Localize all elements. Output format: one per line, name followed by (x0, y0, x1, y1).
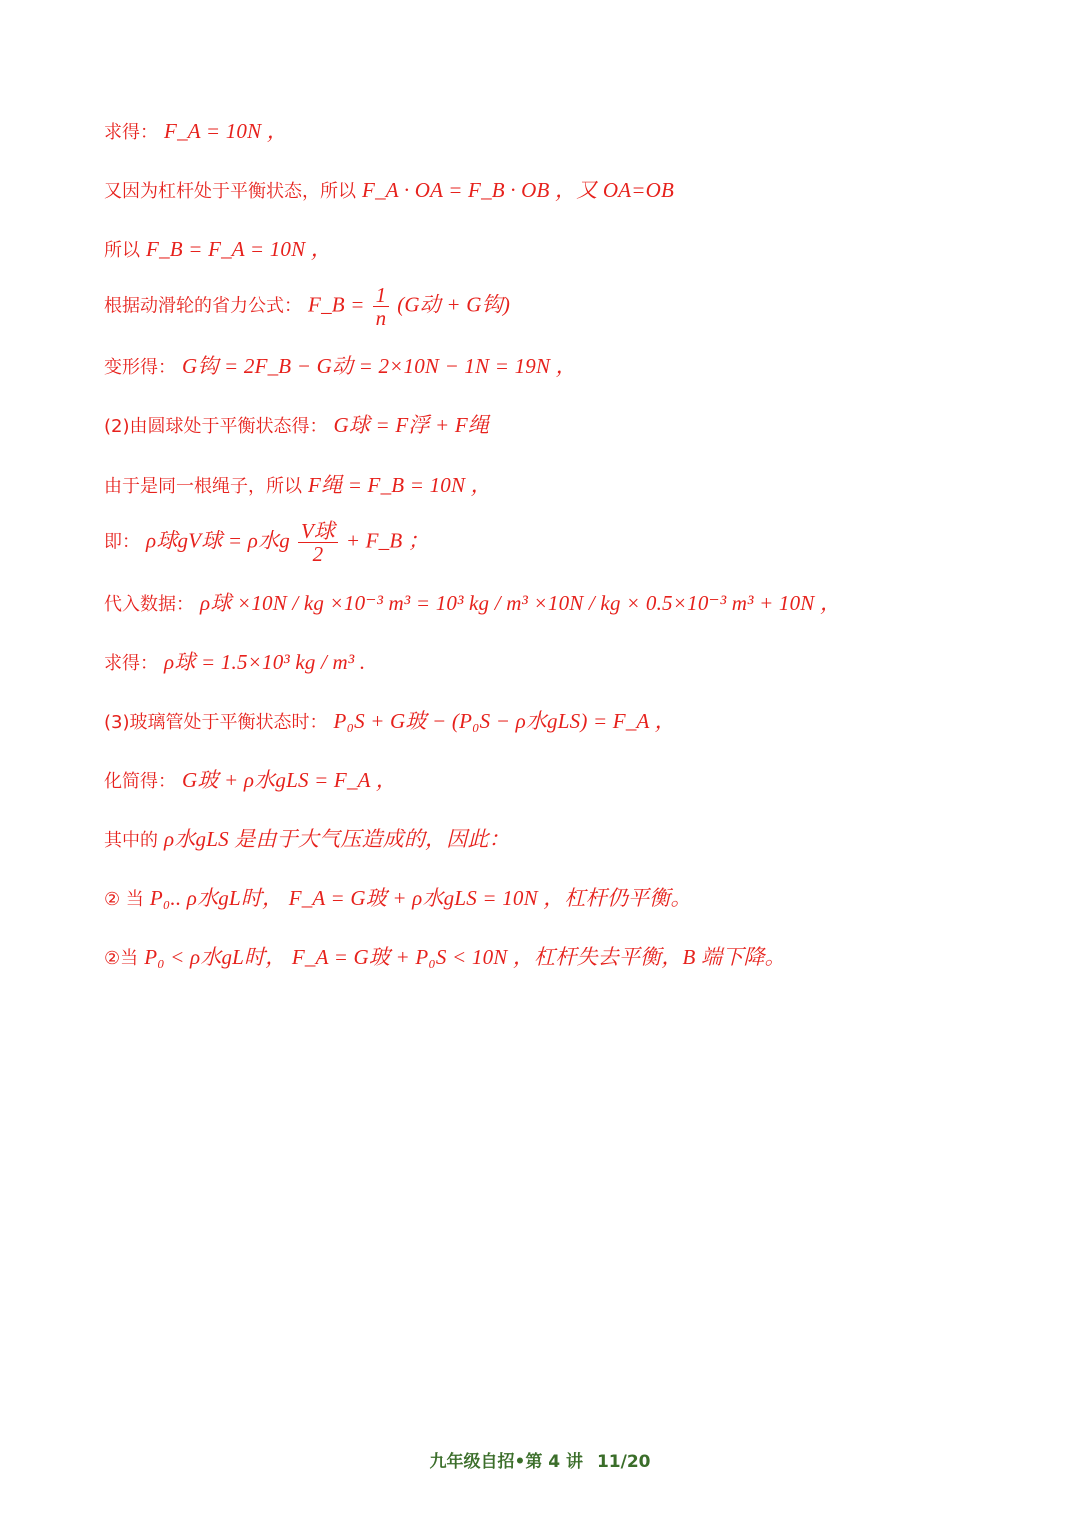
line-formula: F绳 = F_B = 10N ， (308, 473, 492, 497)
line-label: 化简得： (104, 771, 176, 792)
line-formula: + F_B ； (345, 528, 430, 553)
line-label: (2)由圆球处于平衡状态得： (104, 416, 328, 437)
line-label: ②当 (104, 948, 139, 969)
solution-line-12 (104, 765, 397, 797)
line-label: 又因为杠杆处于平衡状态，所以 (104, 181, 356, 202)
line-formula: F_A = 10N ， (164, 119, 288, 143)
solution-line-11 (104, 706, 676, 738)
fraction (373, 284, 390, 329)
solution-line-15 (104, 942, 786, 974)
fraction (298, 520, 338, 565)
line-label: 所以 (104, 240, 140, 261)
line-label: 求得： (104, 122, 158, 143)
solution-line-5 (104, 351, 577, 383)
solution-line-13 (104, 824, 510, 856)
line-formula: ρ水gLS 是由于大气压造成的，因此： (164, 827, 510, 851)
page-footer (0, 1447, 1080, 1472)
line-formula: G球 = F浮 + F绳 (333, 413, 490, 437)
line-formula: (G动 + G钩) (397, 292, 511, 317)
solution-line-6 (104, 410, 489, 442)
line-label: 求得： (104, 653, 158, 674)
line-formula: G玻 + ρ水gLS = F_A ， (182, 768, 397, 792)
line-label: 根据动滑轮的省力公式： (104, 295, 302, 317)
footer-page-number: 11/20 (596, 1452, 651, 1472)
line-label: 即： (104, 531, 140, 553)
solution-line-14 (104, 883, 692, 915)
line-label: 由于是同一根绳子，所以 (104, 476, 302, 497)
line-formula: P₀ < ρ水gL时， F_A = G玻 + P₀S < 10N ，杠杆失去平衡，B 端下降。 (144, 945, 786, 969)
line-formula: F_B = F_A = 10N ， (146, 237, 332, 261)
solution-line-1 (104, 116, 288, 148)
fraction-denominator: n (375, 306, 387, 330)
line-formula: ρ球 = 1.5×10³ kg / m³ . (164, 650, 366, 674)
line-label: (3)玻璃管处于平衡状态时： (104, 712, 328, 733)
line-formula: P₀S + G玻 − (P₀S − ρ水gLS) = F_A ， (333, 709, 676, 733)
line-formula: P₀.. ρ水gL时， F_A = G玻 + ρ水gLS = 10N ，杠杆仍平衡。 (149, 886, 692, 910)
line-label: 其中的 (104, 830, 158, 851)
solution-line-10 (104, 647, 365, 679)
line-formula: ρ球 ×10N / kg ×10⁻³ m³ = 10³ kg / m³ ×10N / kg × 0.5×10⁻³ m³ + 10N ， (200, 591, 842, 615)
solution-line-3 (104, 234, 332, 266)
solution-line-4 (104, 284, 510, 329)
line-formula: ρ球gV球 = ρ水g (146, 528, 290, 553)
footer-title: 九年级自招•第 4 讲 (429, 1452, 584, 1472)
line-label: 变形得： (104, 357, 176, 378)
fraction-numerator: V球 (298, 520, 338, 543)
line-formula: F_B = (308, 292, 365, 317)
line-formula: G钩 = 2F_B − G动 = 2×10N − 1N = 19N ， (182, 354, 577, 378)
line-label: ② 当 (104, 889, 144, 910)
solution-line-9 (104, 588, 841, 620)
fraction-numerator: 1 (373, 284, 390, 307)
line-formula: F_A · OA = F_B · OB ，又 OA=OB (362, 178, 675, 202)
solution-line-8 (104, 520, 429, 565)
fraction-denominator: 2 (312, 542, 324, 566)
line-label: 代入数据： (104, 594, 194, 615)
solution-line-2 (104, 175, 674, 207)
solution-line-7 (104, 470, 492, 502)
